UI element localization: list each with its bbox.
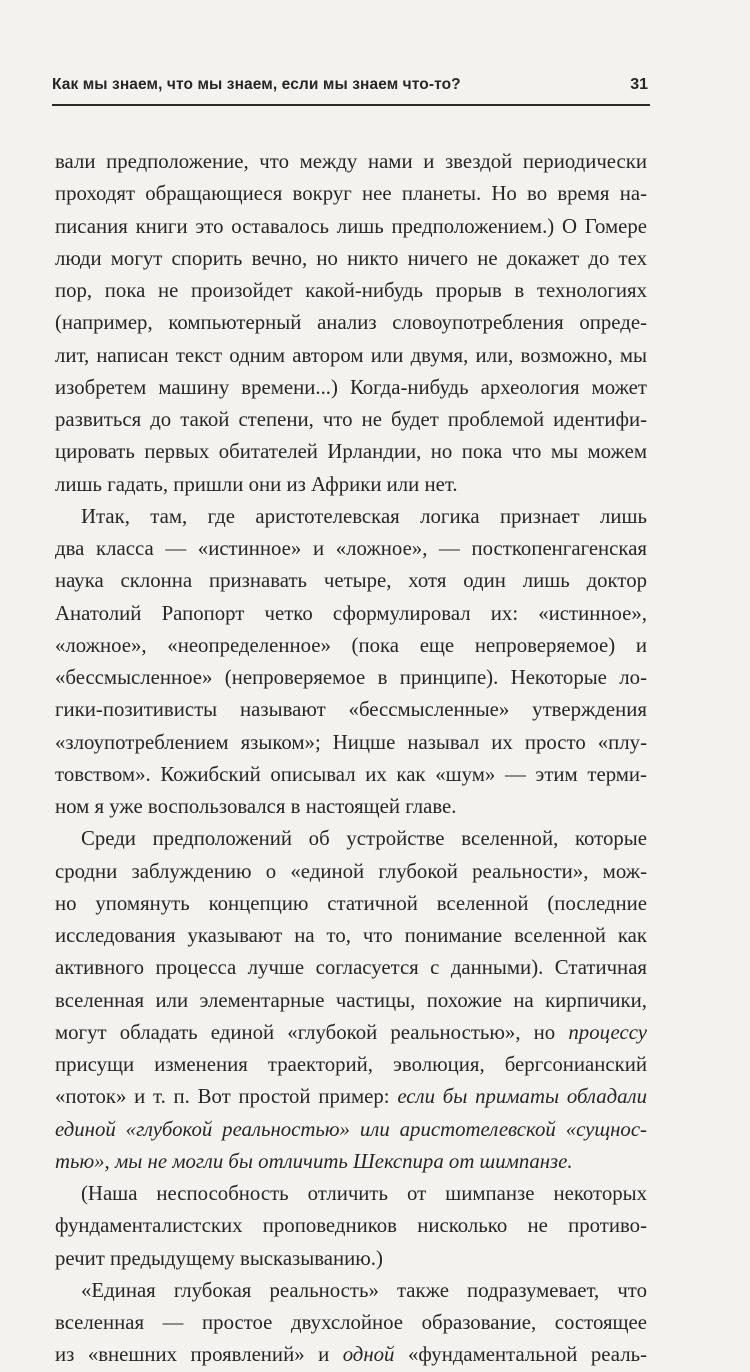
text-line: «бессмысленное» (непроверяемое в принципе). Некоторые ло- [55, 666, 647, 689]
italic-emphasis: если бы приматы обладали [397, 1085, 647, 1109]
body-text [55, 146, 647, 1372]
paragraph-first-line: Итак, там, где аристотелевская логика признает лишь [81, 504, 647, 528]
italic-emphasis: одной [342, 1343, 395, 1367]
text-line: вселенная — простое двухслойное образование, состоящее [55, 1311, 647, 1334]
text-line: вали предположение, что между нами и звездой периодически [55, 150, 647, 173]
text-line: речит предыдущему высказыванию.) [55, 1246, 383, 1270]
text-line: развиться до такой степени, что не будет проблемой идентифи- [55, 408, 647, 431]
text-line: но упомянуть концепцию статичной вселенной (последние [55, 891, 647, 915]
running-header [52, 76, 650, 106]
text-line: (например, компьютерный анализ словоупотребления опреде- [55, 311, 647, 335]
running-header-title: Как мы знаем, что мы знаем, если мы знаем что-то? [52, 76, 461, 93]
text-line: пор, пока не произойдет какой-нибудь прорыв в технологиях [55, 279, 647, 302]
text-line: лишь гадать, пришли они из Африки или нет. [55, 472, 458, 496]
text-line: активного процесса лучше согласуется с данными). Статичная [55, 956, 647, 980]
italic-emphasis: процессу [568, 1020, 647, 1044]
text-line: «злоупотреблением языком»; Ницше называл их просто «плу- [55, 730, 647, 754]
text-line: лит, написан текст одним автором или двумя, или, возможно, мы [55, 343, 647, 367]
paragraph-first-line: (Наша неспособность отличить от шимпанзе некоторых [81, 1182, 647, 1205]
text-line: товством». Кожибский описывал их как «шум» — этим терми- [55, 762, 647, 786]
text-line: «поток» и т. п. Вот простой пример: если бы приматы обладали [55, 1085, 647, 1109]
text-line: люди могут спорить вечно, но никто ничего не докажет до тех [55, 246, 647, 270]
text-line: единой «глубокой реальностью» или аристотелевской «сущнос- [55, 1117, 647, 1141]
text-line: присущи изменения траекторий, эволюция, бергсонианский [55, 1053, 647, 1076]
text-line: фундаменталистских проповедников нисколько не противо- [55, 1214, 647, 1238]
text-line: «ложное», «неопределенное» (пока еще непроверяемое) и [55, 633, 647, 657]
text-line: проходят обращающиеся вокруг нее планеты. Но во время на- [55, 182, 647, 206]
text-line: сродни заблуждению о «единой глубокой реальности», мож- [55, 859, 647, 883]
text-line: наука склонна признавать четыре, хотя один лишь доктор [55, 569, 647, 593]
text-line: вселенная или элементарные частицы, похожие на кирпичики, [55, 988, 647, 1012]
text-line: писания книги это оставалось лишь предположением.) О Гомере [55, 214, 647, 238]
text-line: изобретем машину времени...) Когда-нибудь археология может [55, 375, 647, 399]
text-line: Анатолий Рапопорт четко сформулировал их: «истинное», [55, 601, 647, 625]
text-line: ном я уже воспользовался в настоящей главе. [55, 795, 457, 818]
text-line: два класса — «истинное» и «ложное», — посткопенгагенская [55, 537, 647, 560]
text-line: из «внешних проявлений» и одной «фундаментальной реаль- [55, 1343, 647, 1367]
text-line: могут обладать единой «глубокой реальностью», но процессу [55, 1020, 647, 1044]
text-line: тью», мы не могли бы отличить Шекспира от шимпанзе. [55, 1149, 573, 1173]
text-line: исследования указывают на то, что понимание вселенной как [55, 924, 647, 947]
text-line: цировать первых обитателей Ирландии, но пока что мы можем [55, 440, 647, 464]
paragraph-first-line: «Единая глубокая реальность» также подразумевает, что [81, 1278, 647, 1302]
text-line: гики-позитивисты называют «бессмысленные» утверждения [55, 698, 647, 722]
paragraph-first-line: Среди предположений об устройстве вселенной, которые [81, 827, 647, 851]
page-number: 31 [630, 76, 648, 93]
